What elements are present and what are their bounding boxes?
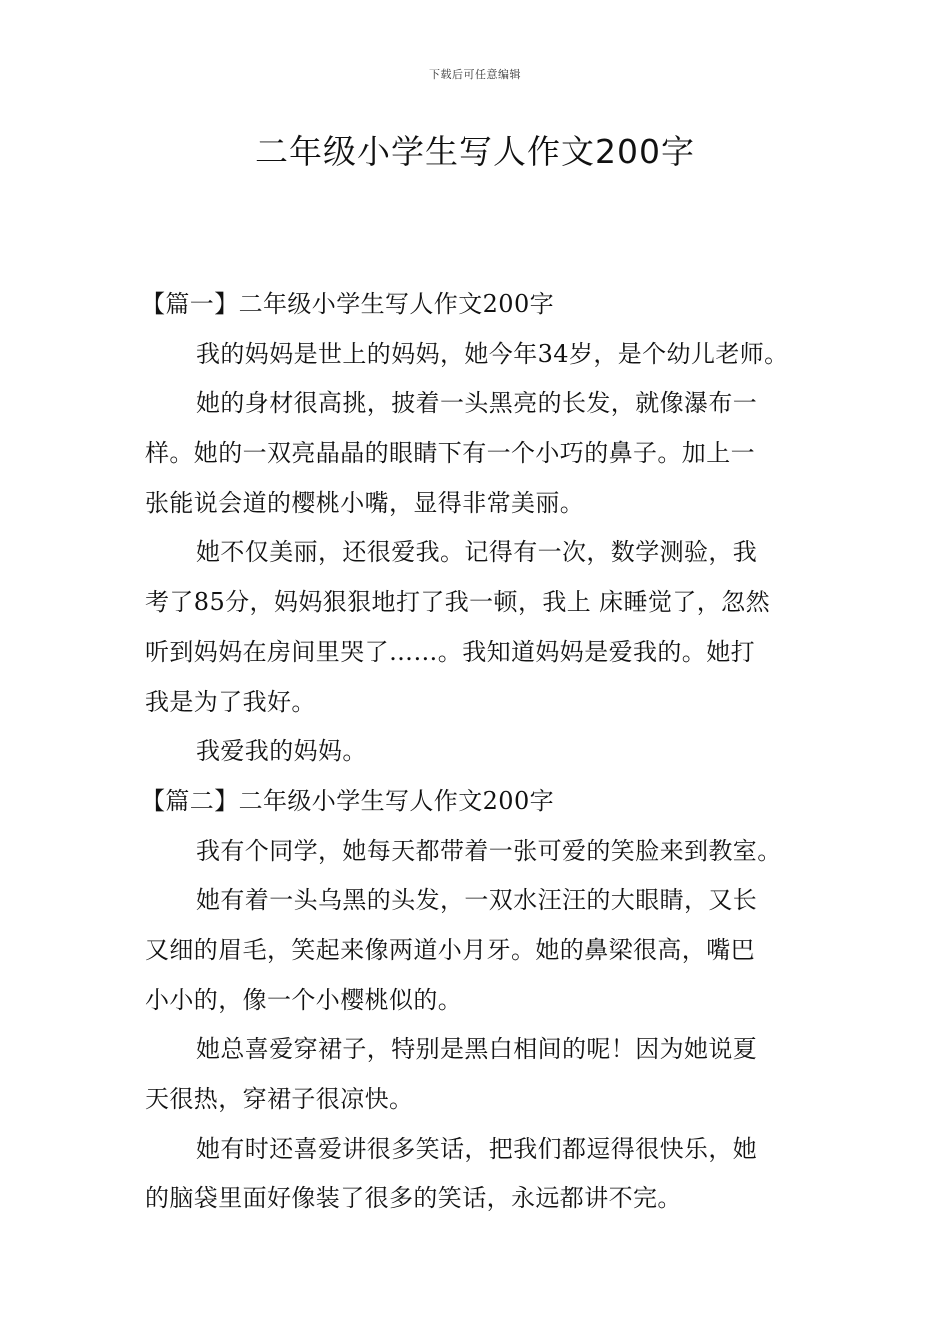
paragraph-line: 我是为了我好。 (145, 687, 316, 716)
paragraph-line: 考了85分，妈妈狠狠地打了我一顿，我上 床睡觉了，忽然 (145, 588, 770, 617)
paragraph-line: 她的身材很高挑，披着一头黑亮的长发，就像瀑布一 (196, 389, 758, 418)
paragraph-line: 张能说会道的樱桃小嘴，显得非常美丽。 (145, 488, 585, 517)
paragraph-line: 天很热，穿裙子很凉快。 (145, 1085, 414, 1113)
paragraph-line: 她有时还喜爱讲很多笑话，把我们都逗得很快乐，她 (196, 1134, 758, 1163)
paragraph-line: 小小的，像一个小樱桃似的。 (145, 985, 463, 1014)
paragraph-line: 样。她的一双亮晶晶的眼睛下有一个小巧的鼻子。加上一 (145, 439, 755, 468)
header-note: 下载后可任意编辑 (429, 68, 521, 81)
paragraph-line: 我有个同学，她每天都带着一张可爱的笑脸来到教室。 (196, 836, 782, 865)
document-body (141, 280, 805, 1224)
paragraph-line: 听到妈妈在房间里哭了……。我知道妈妈是爱我的。她打 (145, 637, 755, 666)
paragraph-line: 她总喜爱穿裙子，特别是黑白相间的呢！因为她说夏 (196, 1035, 758, 1064)
paragraph-line: 她有着一头乌黑的头发，一双水汪汪的大眼睛，又长 (196, 886, 758, 915)
document-title: 二年级小学生写人作文200字 (255, 132, 695, 171)
section-heading-1: 【篇一】二年级小学生写人作文200字 (141, 290, 555, 318)
section-heading-2: 【篇二】二年级小学生写人作文200字 (141, 786, 555, 815)
paragraph-line: 的脑袋里面好像装了很多的笑话，永远都讲不完。 (145, 1184, 682, 1213)
paragraph-line: 我的妈妈是世上的妈妈，她今年34岁，是个幼儿老师。 (196, 339, 789, 368)
paragraph-line: 又细的眉毛，笑起来像两道小月牙。她的鼻梁很高，嘴巴 (145, 935, 755, 964)
paragraph-line: 她不仅美丽，还很爱我。记得有一次，数学测验，我 (196, 538, 758, 567)
paragraph-line: 我爱我的妈妈。 (196, 737, 367, 766)
